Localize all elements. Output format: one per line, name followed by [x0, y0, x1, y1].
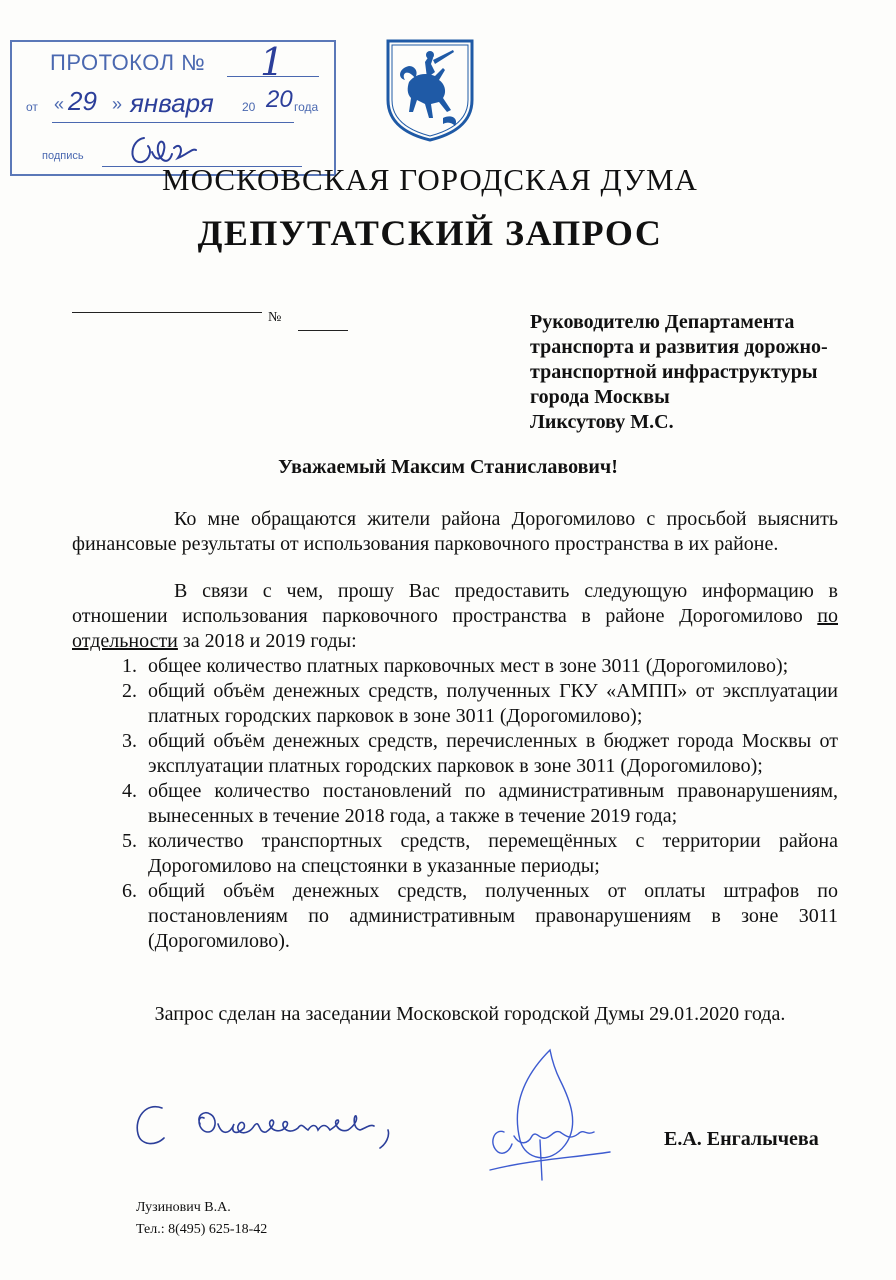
list-item-number: 5.: [122, 830, 137, 852]
signer-name: Е.А. Енгалычева: [664, 1128, 819, 1150]
list-item: [72, 879, 838, 954]
paragraph-2-end: за 2018 и 2019 годы:: [177, 630, 357, 652]
list-item-text: общее количество платных парковочных мест в зоне 3011 (Дорогомилово);: [148, 655, 789, 677]
list-item: [72, 829, 838, 879]
body-paragraph-1: Ко мне обращаются жители района Дорогомилово с просьбой выяснить финансовые результаты от использования парковочного пространства в их районе.: [72, 508, 838, 555]
stamp-day: 29: [68, 86, 97, 116]
stamp-quote-close: »: [112, 94, 123, 114]
list-item-text: количество транспортных средств, перемещённых с территории района Дорогомилово на спецстоянки в указанные периоды;: [148, 830, 838, 877]
list-item-text: общее количество постановлений по административным правонарушениям, вынесенных в течение 2018 года, а также в течение 2019 года;: [148, 780, 838, 827]
closing-statement: Запрос сделан на заседании Московской городской Думы 29.01.2020 года.: [154, 1003, 786, 1025]
list-item-text: общий объём денежных средств, перечисленных в бюджет города Москвы от эксплуатации платных городских парковок в зоне 3011 (Дорогомилово);: [148, 730, 838, 777]
list-item: [72, 654, 838, 679]
salutation: Уважаемый Максим Станиславович!: [278, 456, 618, 478]
moscow-coat-of-arms-icon: [385, 38, 475, 142]
registration-number-line: [298, 330, 348, 331]
stamp-podpis-label: подпись: [42, 150, 84, 162]
protocol-stamp: [10, 40, 336, 176]
list-item: [72, 779, 838, 829]
paragraph-2-start: В связи с чем, прошу Вас предоставить следующую информацию в отношении использования парковочного пространства в районе Дорогомилово: [72, 580, 838, 627]
list-item-number: 4.: [122, 780, 137, 802]
list-item-text: общий объём денежных средств, полученных от оплаты штрафов по постановлениям по административным правонарушениям в зоне 3011 (Дорогомилово).: [148, 880, 838, 952]
executor-name: Лузинович В.А.: [136, 1200, 231, 1215]
list-item: [72, 729, 838, 779]
stamp-goda-label: года: [294, 100, 319, 114]
registration-date-line: [72, 312, 262, 313]
stamp-month: января: [130, 88, 214, 118]
stamp-ot-label: от: [26, 100, 38, 114]
organization-title: МОСКОВСКАЯ ГОРОДСКАЯ ДУМА: [162, 162, 698, 197]
stamp-title: ПРОТОКОЛ №: [50, 50, 206, 75]
addressee-line: города Москвы: [530, 386, 670, 408]
stamp-year-suffix: 20: [266, 86, 293, 113]
request-list: [72, 654, 838, 954]
list-item-number: 3.: [122, 730, 137, 752]
list-item: [72, 679, 838, 729]
underlined-phrase: по отдельности: [72, 605, 838, 652]
stamp-number: 1: [260, 40, 285, 84]
registration-number-sign: №: [268, 310, 282, 325]
list-item-number: 1.: [122, 655, 137, 677]
body-paragraph-2: [72, 579, 838, 654]
handwritten-greeting: [126, 1088, 446, 1168]
list-item-number: 2.: [122, 680, 137, 702]
stamp-year-prefix: 20: [242, 100, 256, 114]
signature: [470, 1040, 620, 1190]
stamp-quote-open: «: [54, 94, 65, 114]
addressee-line: транспортной инфраструктуры: [530, 361, 818, 383]
list-item-number: 6.: [122, 880, 137, 902]
addressee-block: [530, 310, 828, 435]
addressee-line: Ликсутову М.С.: [530, 411, 674, 433]
addressee-line: транспорта и развития дорожно-: [530, 336, 828, 358]
addressee-line: Руководителю Департамента: [530, 311, 795, 333]
executor-phone: Тел.: 8(495) 625-18-42: [136, 1222, 268, 1237]
stamp-date-line: [52, 122, 294, 123]
list-item-text: общий объём денежных средств, полученных ГКУ «АМПП» от эксплуатации платных городских парковок в зоне 3011 (Дорогомилово);: [148, 680, 838, 727]
document-type-title: ДЕПУТАТСКИЙ ЗАПРОС: [197, 213, 663, 253]
